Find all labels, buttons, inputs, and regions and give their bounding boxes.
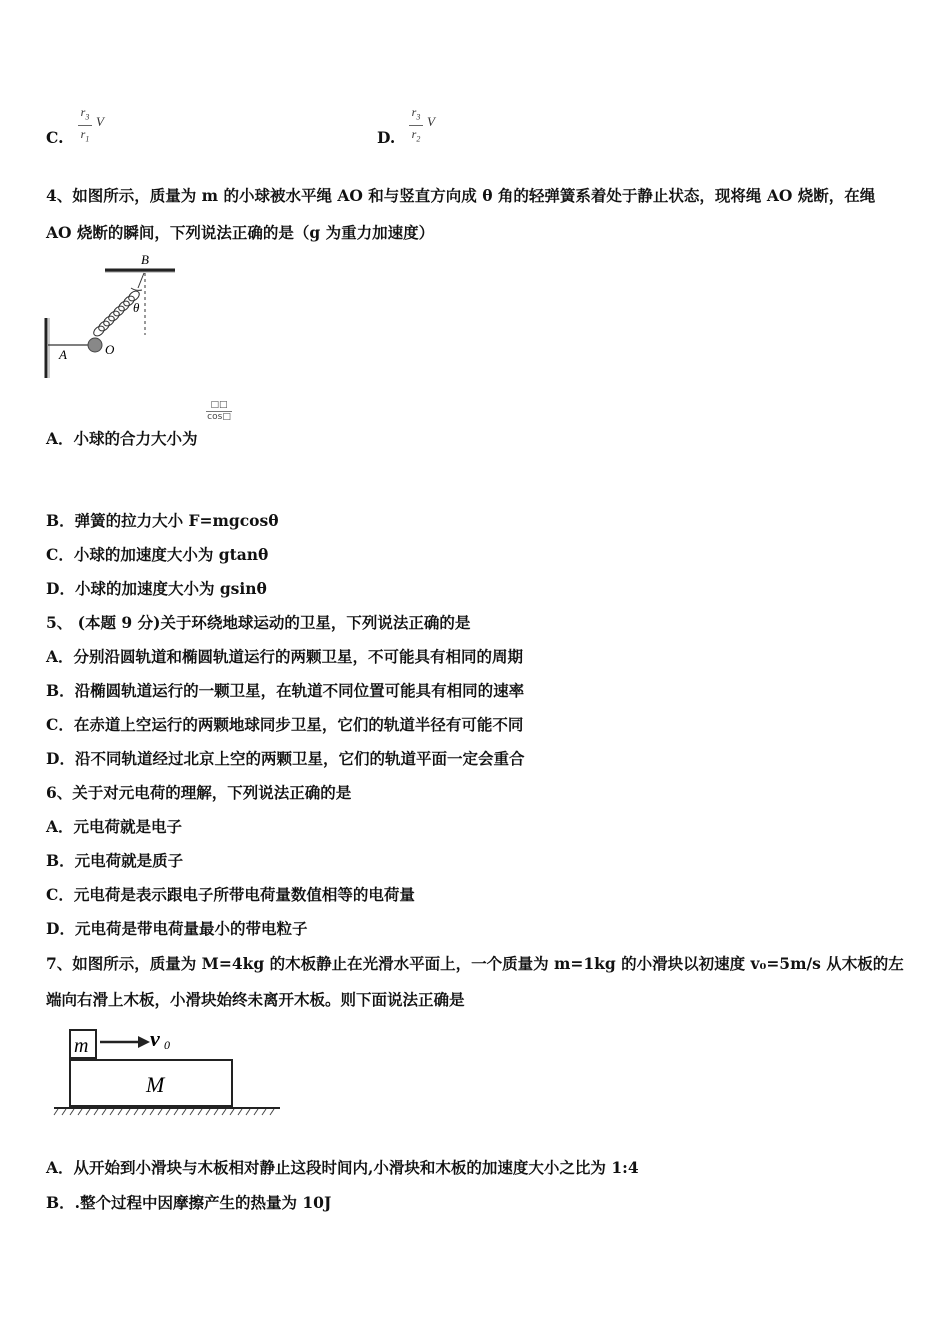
q7-stem-line1: 7、如图所示，质量为 M=4kg 的木板静止在光滑水平面上，一个质量为 m=1kg 的小滑块以初速度 v₀=5m/s 从木板的左 <box>46 954 904 973</box>
q3-option-d-label: D. <box>377 128 396 147</box>
q7-stem-line2: 端向右滑上木板，小滑块始终未离开木板。则下面说法正确是 <box>46 990 465 1009</box>
q3-option-c-formula: $r_3$ $r_1$ V <box>78 105 92 147</box>
q6-stem: 6、关于对元电荷的理解，下列说法正确的是 <box>46 783 352 802</box>
label-a: A <box>59 347 67 362</box>
q3-option-c-label: C. <box>46 128 64 147</box>
q5-stem: 5、 (本题 9 分)关于环绕地球运动的卫星，下列说法正确的是 <box>46 613 471 632</box>
q4-option-c: C．小球的加速度大小为 gtanθ <box>46 545 269 564</box>
q6-option-b: B．元电荷就是质子 <box>46 851 184 870</box>
q4-option-b: B．弹簧的拉力大小 F=mgcosθ <box>46 511 279 530</box>
q6-option-a: A．元电荷就是电子 <box>46 817 183 836</box>
q7-option-a: A．从开始到小滑块与木板相对静止这段时间内,小滑块和木板的加速度大小之比为 1:4 <box>46 1158 639 1177</box>
label-v: v <box>150 1026 160 1051</box>
ball-o <box>88 338 102 352</box>
q6-option-d: D．元电荷是带电荷量最小的带电粒子 <box>46 919 308 938</box>
q5-option-a: A．分别沿圆轨道和椭圆轨道运行的两颗卫星，不可能具有相同的周期 <box>46 647 524 666</box>
q5-option-c: C．在赤道上空运行的两颗地球同步卫星，它们的轨道半径有可能不同 <box>46 715 524 734</box>
q5-option-d: D．沿不同轨道经过北京上空的两颗卫星，它们的轨道平面一定会重合 <box>46 749 525 768</box>
q4-stem-line2: AO 烧断的瞬间，下列说法正确的是（g 为重力加速度） <box>46 223 435 242</box>
q5-option-b: B．沿椭圆轨道运行的一颗卫星，在轨道不同位置可能具有相同的速率 <box>46 681 525 700</box>
label-M: M <box>146 1072 165 1097</box>
q6-option-c: C．元电荷是表示跟电子所带电荷量数值相等的电荷量 <box>46 885 415 904</box>
q4-spring-ball-figure <box>40 250 190 385</box>
label-m: m <box>74 1035 89 1057</box>
q7-block-board-figure <box>50 1022 290 1122</box>
q4-option-a-formula: □□ cos□ <box>207 400 231 422</box>
label-o: O <box>105 342 115 357</box>
q4-stem-line1: 4、如图所示，质量为 m 的小球被水平绳 AO 和与竖直方向成 θ 角的轻弹簧系着处于静止状态，现将绳 AO 烧断，在绳 <box>46 186 876 205</box>
label-theta: θ <box>133 300 140 315</box>
q4-option-d: D．小球的加速度大小为 gsinθ <box>46 579 267 598</box>
label-b: B <box>141 252 149 267</box>
velocity-arrowhead <box>138 1036 150 1048</box>
label-v-sub: 0 <box>164 1038 170 1052</box>
ground-hatching <box>54 1109 274 1115</box>
q4-option-a: A．小球的合力大小为 <box>46 429 198 448</box>
q3-option-d-formula: $r_3$ $r_2$ V <box>409 105 423 147</box>
q7-option-b: B．.整个过程中因摩擦产生的热量为 10J <box>46 1193 332 1212</box>
